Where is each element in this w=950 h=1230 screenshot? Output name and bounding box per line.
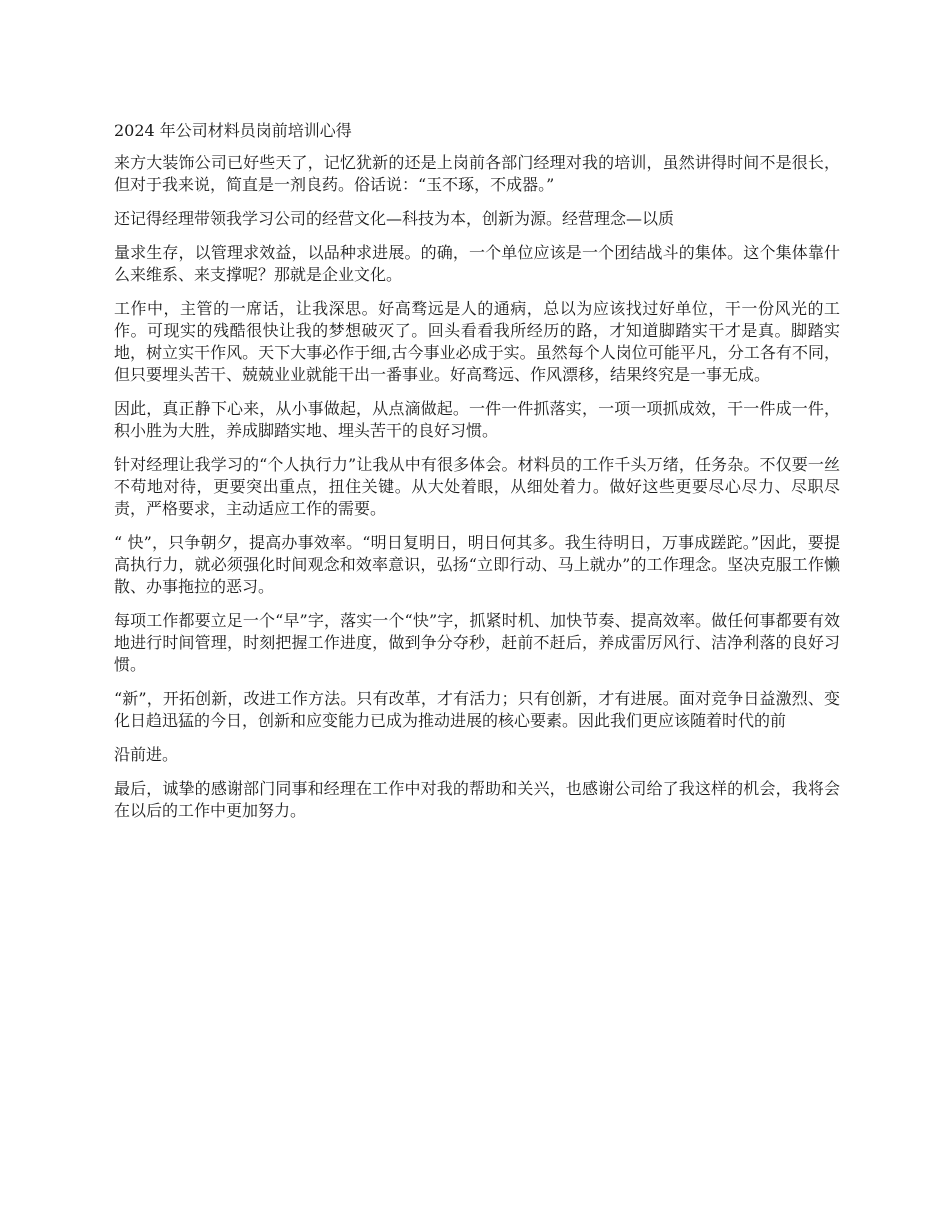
paragraph: 每项工作都要立足一个“早”字，落实一个“快”字，抓紧时机、加快节奏、提高效率。做任何事都要有效地进行时间管理，时刻把握工作进度，做到争分夺秒，赶前不赶后，养成雷厉风行、洁净利落的良好习惯。	[114, 611, 840, 674]
document-page	[114, 120, 840, 834]
paragraph: 量求生存，以管理求效益，以品种求进展。的确，一个单位应该是一个团结战斗的集体。这个集体靠什么来维系、来支撑呢？那就是企业文化。	[114, 243, 840, 284]
paragraph: 工作中，主管的一席话，让我深思。好高骛远是人的通病，总以为应该找过好单位，干一份风光的工作。可现实的残酷很快让我的梦想破灭了。回头看看我所经历的路，才知道脚踏实干才是真。脚踏实地，树立实干作风。天下大事必作于细,古今事业必成于实。虽然每个人岗位可能平凡，分工各有不同，但只要埋头苦干、兢兢业业就能干出一番事业。好高骛远、作风漂移，结果终究是一事无成。	[114, 299, 840, 384]
paragraph: “ 快”，只争朝夕，提高办事效率。“明日复明日，明日何其多。我生待明日，万事成蹉跎。”因此，要提高执行力，就必须强化时间观念和效率意识，弘扬“立即行动、马上就办”的工作理念。坚决克服工作懒散、办事拖拉的恶习。	[114, 533, 840, 596]
paragraph: 来方大装饰公司已好些天了，记忆犹新的还是上岗前各部门经理对我的培训，虽然讲得时间不是很长，但对于我来说，简直是一剂良药。俗话说：“玉不琢，不成器。”	[114, 153, 840, 194]
paragraph: 针对经理让我学习的“个人执行力”让我从中有很多体会。材料员的工作千头万绪，任务杂。不仅要一丝不苟地对待，更要突出重点，扭住关键。从大处着眼，从细处着力。做好这些更要尽心尽力、尽职尽责，严格要求，主动适应工作的需要。	[114, 455, 840, 518]
paragraph: 最后，诚挚的感谢部门同事和经理在工作中对我的帮助和关兴，也感谢公司给了我这样的机会，我将会在以后的工作中更加努力。	[114, 779, 840, 820]
paragraph: 沿前进。	[114, 745, 179, 764]
paragraph: “新”，开拓创新，改进工作方法。只有改革，才有活力；只有创新，才有进展。面对竞争日益激烈、变化日趋迅猛的今日，创新和应变能力已成为推动进展的核心要素。因此我们更应该随着时代的前	[114, 689, 840, 730]
paragraph: 因此，真正静下心来，从小事做起，从点滴做起。一件一件抓落实，一项一项抓成效，干一件成一件，积小胜为大胜，养成脚踏实地、埋头苦干的良好习惯。	[114, 399, 840, 440]
paragraph: 还记得经理带领我学习公司的经营文化—科技为本，创新为源。经营理念—以质	[114, 209, 675, 228]
document-title: 2024 年公司材料员岗前培训心得	[114, 121, 352, 140]
